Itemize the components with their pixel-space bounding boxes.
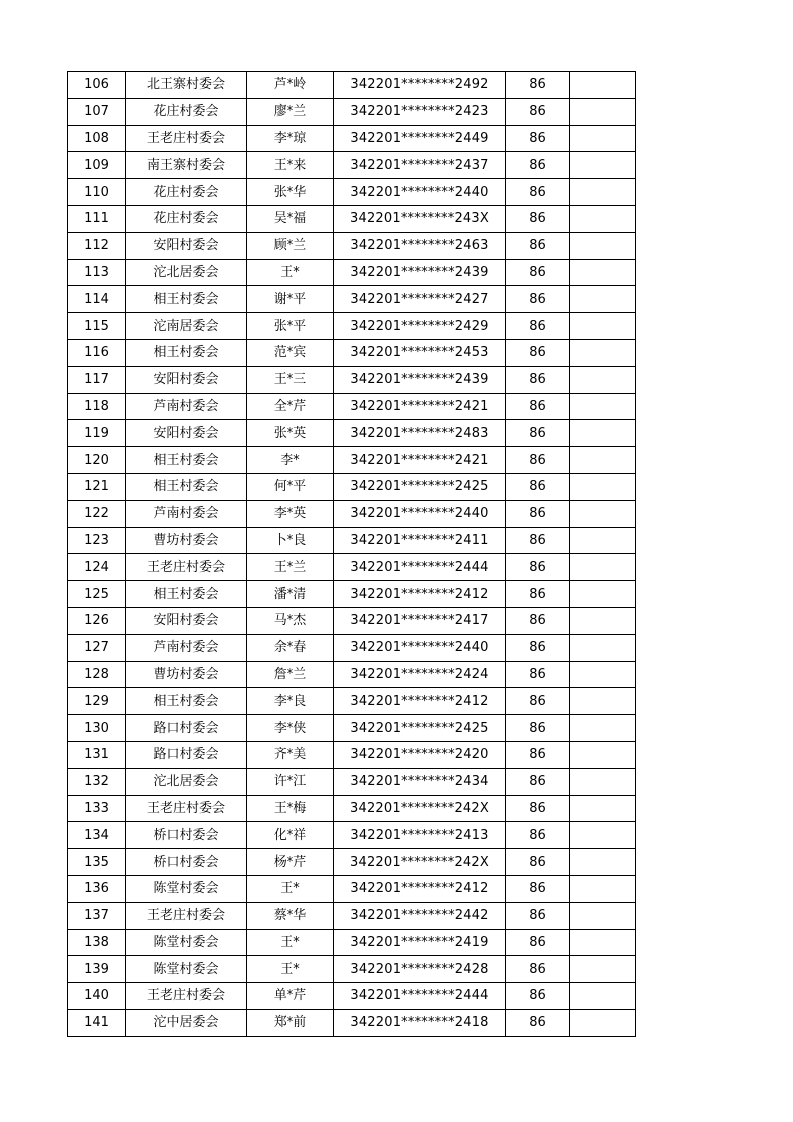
row-number-cell: 136 <box>68 875 126 902</box>
remark-cell <box>570 152 636 179</box>
committee-cell: 王老庄村委会 <box>126 125 247 152</box>
id-number-cell: 342201********2420 <box>334 741 506 768</box>
score-cell: 86 <box>506 715 570 742</box>
score-cell: 86 <box>506 929 570 956</box>
score-cell: 86 <box>506 822 570 849</box>
id-number-cell: 342201********2418 <box>334 1009 506 1036</box>
remark-cell <box>570 205 636 232</box>
table-row <box>68 339 636 366</box>
remark-cell <box>570 98 636 125</box>
score-cell: 86 <box>506 393 570 420</box>
score-cell: 86 <box>506 500 570 527</box>
score-cell: 86 <box>506 795 570 822</box>
remark-cell <box>570 983 636 1010</box>
score-cell: 86 <box>506 661 570 688</box>
id-number-cell: 342201********2412 <box>334 875 506 902</box>
score-cell: 86 <box>506 447 570 474</box>
name-cell: 王*来 <box>247 152 334 179</box>
name-cell: 王*三 <box>247 366 334 393</box>
remark-cell <box>570 875 636 902</box>
score-cell: 86 <box>506 366 570 393</box>
committee-cell: 芦南村委会 <box>126 500 247 527</box>
score-cell: 86 <box>506 420 570 447</box>
remark-cell <box>570 902 636 929</box>
id-number-cell: 342201********2440 <box>334 179 506 206</box>
score-cell: 86 <box>506 956 570 983</box>
table-row <box>68 929 636 956</box>
name-cell: 吴*福 <box>247 205 334 232</box>
score-cell: 86 <box>506 741 570 768</box>
committee-cell: 沱北居委会 <box>126 768 247 795</box>
table-row <box>68 875 636 902</box>
roster-table <box>67 71 636 1037</box>
id-number-cell: 342201********2492 <box>334 72 506 99</box>
remark-cell <box>570 339 636 366</box>
committee-cell: 沱北居委会 <box>126 259 247 286</box>
committee-cell: 相王村委会 <box>126 688 247 715</box>
row-number-cell: 122 <box>68 500 126 527</box>
table-row <box>68 420 636 447</box>
id-number-cell: 342201********2423 <box>334 98 506 125</box>
name-cell: 余*春 <box>247 634 334 661</box>
roster-table-body <box>68 72 636 1037</box>
name-cell: 潘*清 <box>247 581 334 608</box>
table-row <box>68 286 636 313</box>
score-cell: 86 <box>506 339 570 366</box>
remark-cell <box>570 822 636 849</box>
row-number-cell: 126 <box>68 607 126 634</box>
id-number-cell: 342201********2411 <box>334 527 506 554</box>
committee-cell: 桥口村委会 <box>126 822 247 849</box>
name-cell: 全*芹 <box>247 393 334 420</box>
id-number-cell: 342201********2424 <box>334 661 506 688</box>
id-number-cell: 342201********2440 <box>334 500 506 527</box>
committee-cell: 陈堂村委会 <box>126 956 247 983</box>
remark-cell <box>570 768 636 795</box>
committee-cell: 芦南村委会 <box>126 393 247 420</box>
table-row <box>68 152 636 179</box>
committee-cell: 陈堂村委会 <box>126 875 247 902</box>
id-number-cell: 342201********2440 <box>334 634 506 661</box>
remark-cell <box>570 420 636 447</box>
row-number-cell: 112 <box>68 232 126 259</box>
remark-cell <box>570 688 636 715</box>
table-row <box>68 822 636 849</box>
score-cell: 86 <box>506 607 570 634</box>
id-number-cell: 342201********2437 <box>334 152 506 179</box>
table-row <box>68 661 636 688</box>
id-number-cell: 342201********2483 <box>334 420 506 447</box>
name-cell: 张*华 <box>247 179 334 206</box>
score-cell: 86 <box>506 313 570 340</box>
id-number-cell: 342201********2442 <box>334 902 506 929</box>
id-number-cell: 342201********2412 <box>334 688 506 715</box>
table-row <box>68 688 636 715</box>
table-row <box>68 500 636 527</box>
row-number-cell: 120 <box>68 447 126 474</box>
id-number-cell: 342201********2417 <box>334 607 506 634</box>
score-cell: 86 <box>506 1009 570 1036</box>
committee-cell: 花庄村委会 <box>126 205 247 232</box>
id-number-cell: 342201********2419 <box>334 929 506 956</box>
score-cell: 86 <box>506 688 570 715</box>
score-cell: 86 <box>506 72 570 99</box>
row-number-cell: 134 <box>68 822 126 849</box>
table-row <box>68 205 636 232</box>
remark-cell <box>570 259 636 286</box>
row-number-cell: 106 <box>68 72 126 99</box>
remark-cell <box>570 741 636 768</box>
row-number-cell: 131 <box>68 741 126 768</box>
committee-cell: 相王村委会 <box>126 473 247 500</box>
name-cell: 王* <box>247 875 334 902</box>
name-cell: 王* <box>247 259 334 286</box>
id-number-cell: 342201********2425 <box>334 473 506 500</box>
id-number-cell: 342201********2421 <box>334 393 506 420</box>
row-number-cell: 124 <box>68 554 126 581</box>
committee-cell: 路口村委会 <box>126 741 247 768</box>
remark-cell <box>570 72 636 99</box>
table-row <box>68 473 636 500</box>
row-number-cell: 140 <box>68 983 126 1010</box>
score-cell: 86 <box>506 983 570 1010</box>
committee-cell: 花庄村委会 <box>126 98 247 125</box>
id-number-cell: 342201********2444 <box>334 983 506 1010</box>
committee-cell: 曹坊村委会 <box>126 661 247 688</box>
committee-cell: 相王村委会 <box>126 447 247 474</box>
committee-cell: 北王寨村委会 <box>126 72 247 99</box>
committee-cell: 安阳村委会 <box>126 366 247 393</box>
remark-cell <box>570 715 636 742</box>
id-number-cell: 342201********2449 <box>334 125 506 152</box>
score-cell: 86 <box>506 634 570 661</box>
row-number-cell: 115 <box>68 313 126 340</box>
remark-cell <box>570 849 636 876</box>
id-number-cell: 342201********242X <box>334 795 506 822</box>
row-number-cell: 116 <box>68 339 126 366</box>
id-number-cell: 342201********2439 <box>334 259 506 286</box>
committee-cell: 王老庄村委会 <box>126 554 247 581</box>
score-cell: 86 <box>506 581 570 608</box>
row-number-cell: 107 <box>68 98 126 125</box>
id-number-cell: 342201********2425 <box>334 715 506 742</box>
score-cell: 86 <box>506 875 570 902</box>
table-row <box>68 125 636 152</box>
table-row <box>68 581 636 608</box>
committee-cell: 路口村委会 <box>126 715 247 742</box>
row-number-cell: 117 <box>68 366 126 393</box>
id-number-cell: 342201********2421 <box>334 447 506 474</box>
row-number-cell: 108 <box>68 125 126 152</box>
name-cell: 单*芹 <box>247 983 334 1010</box>
remark-cell <box>570 313 636 340</box>
name-cell: 顾*兰 <box>247 232 334 259</box>
remark-cell <box>570 500 636 527</box>
table-row <box>68 607 636 634</box>
row-number-cell: 128 <box>68 661 126 688</box>
table-row <box>68 98 636 125</box>
name-cell: 李*英 <box>247 500 334 527</box>
name-cell: 王* <box>247 956 334 983</box>
committee-cell: 王老庄村委会 <box>126 902 247 929</box>
id-number-cell: 342201********2439 <box>334 366 506 393</box>
remark-cell <box>570 232 636 259</box>
score-cell: 86 <box>506 259 570 286</box>
row-number-cell: 121 <box>68 473 126 500</box>
name-cell: 卜*良 <box>247 527 334 554</box>
table-row <box>68 232 636 259</box>
score-cell: 86 <box>506 179 570 206</box>
table-row <box>68 393 636 420</box>
committee-cell: 芦南村委会 <box>126 634 247 661</box>
score-cell: 86 <box>506 768 570 795</box>
remark-cell <box>570 366 636 393</box>
table-row <box>68 72 636 99</box>
table-row <box>68 1009 636 1036</box>
score-cell: 86 <box>506 286 570 313</box>
table-row <box>68 741 636 768</box>
remark-cell <box>570 286 636 313</box>
row-number-cell: 130 <box>68 715 126 742</box>
row-number-cell: 109 <box>68 152 126 179</box>
score-cell: 86 <box>506 152 570 179</box>
score-cell: 86 <box>506 527 570 554</box>
committee-cell: 王老庄村委会 <box>126 795 247 822</box>
name-cell: 蔡*华 <box>247 902 334 929</box>
name-cell: 李*琼 <box>247 125 334 152</box>
score-cell: 86 <box>506 232 570 259</box>
committee-cell: 陈堂村委会 <box>126 929 247 956</box>
table-row <box>68 768 636 795</box>
remark-cell <box>570 795 636 822</box>
committee-cell: 相王村委会 <box>126 286 247 313</box>
table-row <box>68 447 636 474</box>
committee-cell: 安阳村委会 <box>126 232 247 259</box>
table-row <box>68 554 636 581</box>
row-number-cell: 135 <box>68 849 126 876</box>
remark-cell <box>570 661 636 688</box>
name-cell: 李* <box>247 447 334 474</box>
table-row <box>68 366 636 393</box>
id-number-cell: 342201********2463 <box>334 232 506 259</box>
committee-cell: 曹坊村委会 <box>126 527 247 554</box>
id-number-cell: 342201********2434 <box>334 768 506 795</box>
id-number-cell: 342201********2453 <box>334 339 506 366</box>
score-cell: 86 <box>506 554 570 581</box>
score-cell: 86 <box>506 205 570 232</box>
row-number-cell: 111 <box>68 205 126 232</box>
row-number-cell: 137 <box>68 902 126 929</box>
name-cell: 廖*兰 <box>247 98 334 125</box>
committee-cell: 沱南居委会 <box>126 313 247 340</box>
remark-cell <box>570 1009 636 1036</box>
remark-cell <box>570 179 636 206</box>
table-row <box>68 715 636 742</box>
committee-cell: 花庄村委会 <box>126 179 247 206</box>
remark-cell <box>570 554 636 581</box>
committee-cell: 桥口村委会 <box>126 849 247 876</box>
committee-cell: 安阳村委会 <box>126 607 247 634</box>
score-cell: 86 <box>506 849 570 876</box>
row-number-cell: 129 <box>68 688 126 715</box>
name-cell: 马*杰 <box>247 607 334 634</box>
remark-cell <box>570 929 636 956</box>
table-row <box>68 259 636 286</box>
table-row <box>68 849 636 876</box>
name-cell: 王*梅 <box>247 795 334 822</box>
row-number-cell: 138 <box>68 929 126 956</box>
remark-cell <box>570 125 636 152</box>
committee-cell: 安阳村委会 <box>126 420 247 447</box>
row-number-cell: 127 <box>68 634 126 661</box>
score-cell: 86 <box>506 473 570 500</box>
row-number-cell: 114 <box>68 286 126 313</box>
row-number-cell: 119 <box>68 420 126 447</box>
id-number-cell: 342201********243X <box>334 205 506 232</box>
table-row <box>68 527 636 554</box>
remark-cell <box>570 581 636 608</box>
name-cell: 许*江 <box>247 768 334 795</box>
row-number-cell: 141 <box>68 1009 126 1036</box>
table-row <box>68 983 636 1010</box>
name-cell: 谢*平 <box>247 286 334 313</box>
table-row <box>68 634 636 661</box>
table-row <box>68 902 636 929</box>
id-number-cell: 342201********2429 <box>334 313 506 340</box>
row-number-cell: 113 <box>68 259 126 286</box>
id-number-cell: 342201********2412 <box>334 581 506 608</box>
row-number-cell: 139 <box>68 956 126 983</box>
name-cell: 范*宾 <box>247 339 334 366</box>
row-number-cell: 133 <box>68 795 126 822</box>
row-number-cell: 132 <box>68 768 126 795</box>
name-cell: 杨*芹 <box>247 849 334 876</box>
name-cell: 化*祥 <box>247 822 334 849</box>
id-number-cell: 342201********2428 <box>334 956 506 983</box>
name-cell: 张*英 <box>247 420 334 447</box>
score-cell: 86 <box>506 98 570 125</box>
table-row <box>68 956 636 983</box>
name-cell: 王* <box>247 929 334 956</box>
table-row <box>68 179 636 206</box>
name-cell: 张*平 <box>247 313 334 340</box>
row-number-cell: 118 <box>68 393 126 420</box>
name-cell: 李*侠 <box>247 715 334 742</box>
committee-cell: 相王村委会 <box>126 339 247 366</box>
row-number-cell: 110 <box>68 179 126 206</box>
row-number-cell: 123 <box>68 527 126 554</box>
committee-cell: 王老庄村委会 <box>126 983 247 1010</box>
id-number-cell: 342201********2427 <box>334 286 506 313</box>
name-cell: 齐*美 <box>247 741 334 768</box>
committee-cell: 沱中居委会 <box>126 1009 247 1036</box>
remark-cell <box>570 607 636 634</box>
remark-cell <box>570 473 636 500</box>
name-cell: 何*平 <box>247 473 334 500</box>
remark-cell <box>570 634 636 661</box>
remark-cell <box>570 956 636 983</box>
id-number-cell: 342201********2413 <box>334 822 506 849</box>
table-row <box>68 795 636 822</box>
remark-cell <box>570 393 636 420</box>
name-cell: 郑*前 <box>247 1009 334 1036</box>
score-cell: 86 <box>506 125 570 152</box>
row-number-cell: 125 <box>68 581 126 608</box>
id-number-cell: 342201********2444 <box>334 554 506 581</box>
id-number-cell: 342201********242X <box>334 849 506 876</box>
table-row <box>68 313 636 340</box>
name-cell: 李*良 <box>247 688 334 715</box>
remark-cell <box>570 447 636 474</box>
score-cell: 86 <box>506 902 570 929</box>
name-cell: 王*兰 <box>247 554 334 581</box>
committee-cell: 相王村委会 <box>126 581 247 608</box>
committee-cell: 南王寨村委会 <box>126 152 247 179</box>
name-cell: 詹*兰 <box>247 661 334 688</box>
name-cell: 芦*岭 <box>247 72 334 99</box>
remark-cell <box>570 527 636 554</box>
